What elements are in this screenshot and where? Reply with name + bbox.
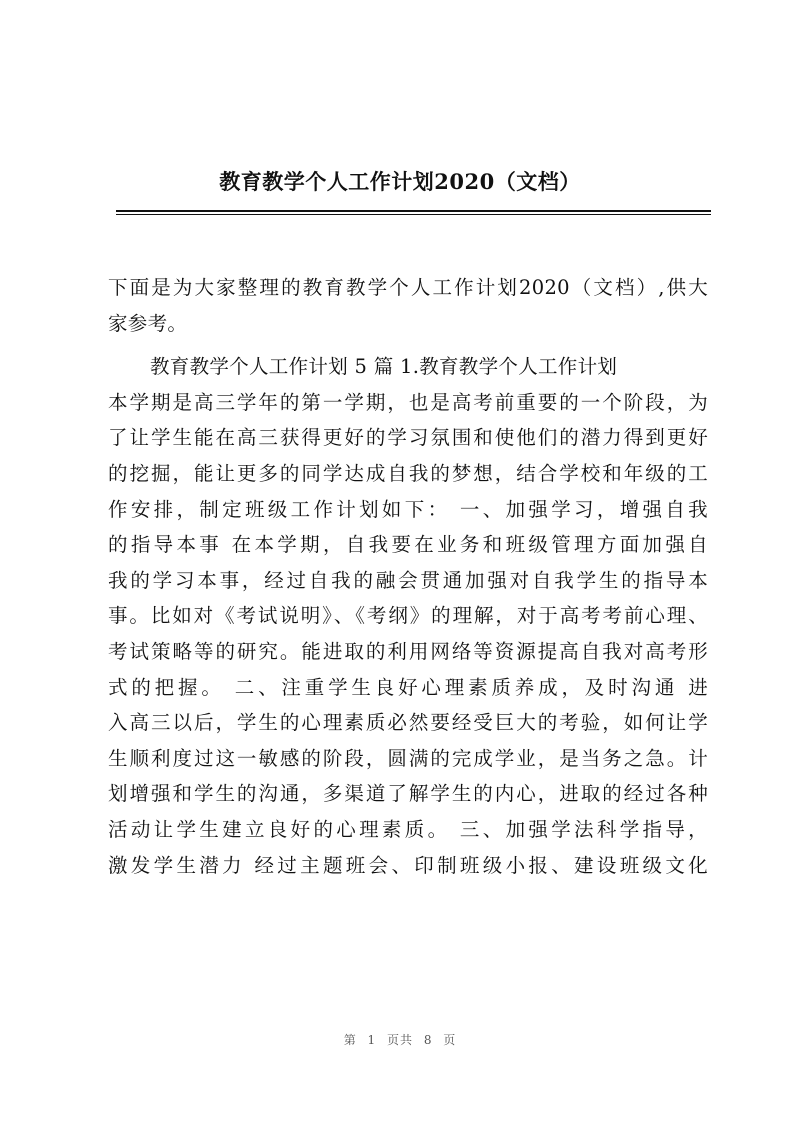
body-line: 了让学生能在高三获得更好的学习氛围和使他们的潜力得到更好 (108, 426, 708, 450)
body-line: 家参考。 (108, 311, 188, 335)
body-line: 生顺利度过这一敏感的阶段，圆满的完成学业，是当务之急。计 (108, 746, 708, 770)
body-line: 活动让学生建立良好的心理素质。 三、加强学法科学指导， (108, 817, 708, 841)
title-rule-thick (116, 210, 711, 212)
body-line: 事。比如对《考试说明》、《考纲》的理解，对于高考考前心理、 (108, 604, 708, 628)
body-line: 激发学生潜力 经过主题班会、印制班级小报、建设班级文化 (108, 853, 708, 877)
body-line: 的挖掘，能让更多的同学达成自我的梦想，结合学校和年级的工 (108, 461, 708, 485)
body-line: 考试策略等的研究。能进取的利用网络等资源提高自我对高考形 (108, 639, 708, 663)
title-rule-thin (116, 214, 711, 215)
body-line: 入高三以后，学生的心理素质必然要经受巨大的考验，如何让学 (108, 711, 708, 735)
body-line: 式的把握。 二、注重学生良好心理素质养成，及时沟通 进 (108, 675, 708, 699)
document-title: 教育教学个人工作计划2020（文档） (219, 169, 581, 194)
document-body (108, 270, 708, 883)
body-line: 下面是为大家整理的教育教学个人工作计划2020（文档）,供大 (108, 276, 708, 299)
body-line: 我的学习本事，经过自我的融会贯通加强对自我学生的指导本 (108, 568, 708, 592)
body-line: 教育教学个人工作计划 5 篇 1.教育教学个人工作计划 (150, 355, 618, 379)
body-line: 作安排，制定班级工作计划如下： 一、加强学习，增强自我 (108, 497, 708, 521)
body-line: 本学期是高三学年的第一学期，也是高考前重要的一个阶段，为 (108, 390, 708, 414)
page-number: 第 1 页共 8 页 (343, 1033, 457, 1047)
body-line: 划增强和学生的沟通，多渠道了解学生的内心，进取的经过各种 (108, 782, 708, 806)
body-line: 的指导本事 在本学期，自我要在业务和班级管理方面加强自 (108, 533, 708, 557)
